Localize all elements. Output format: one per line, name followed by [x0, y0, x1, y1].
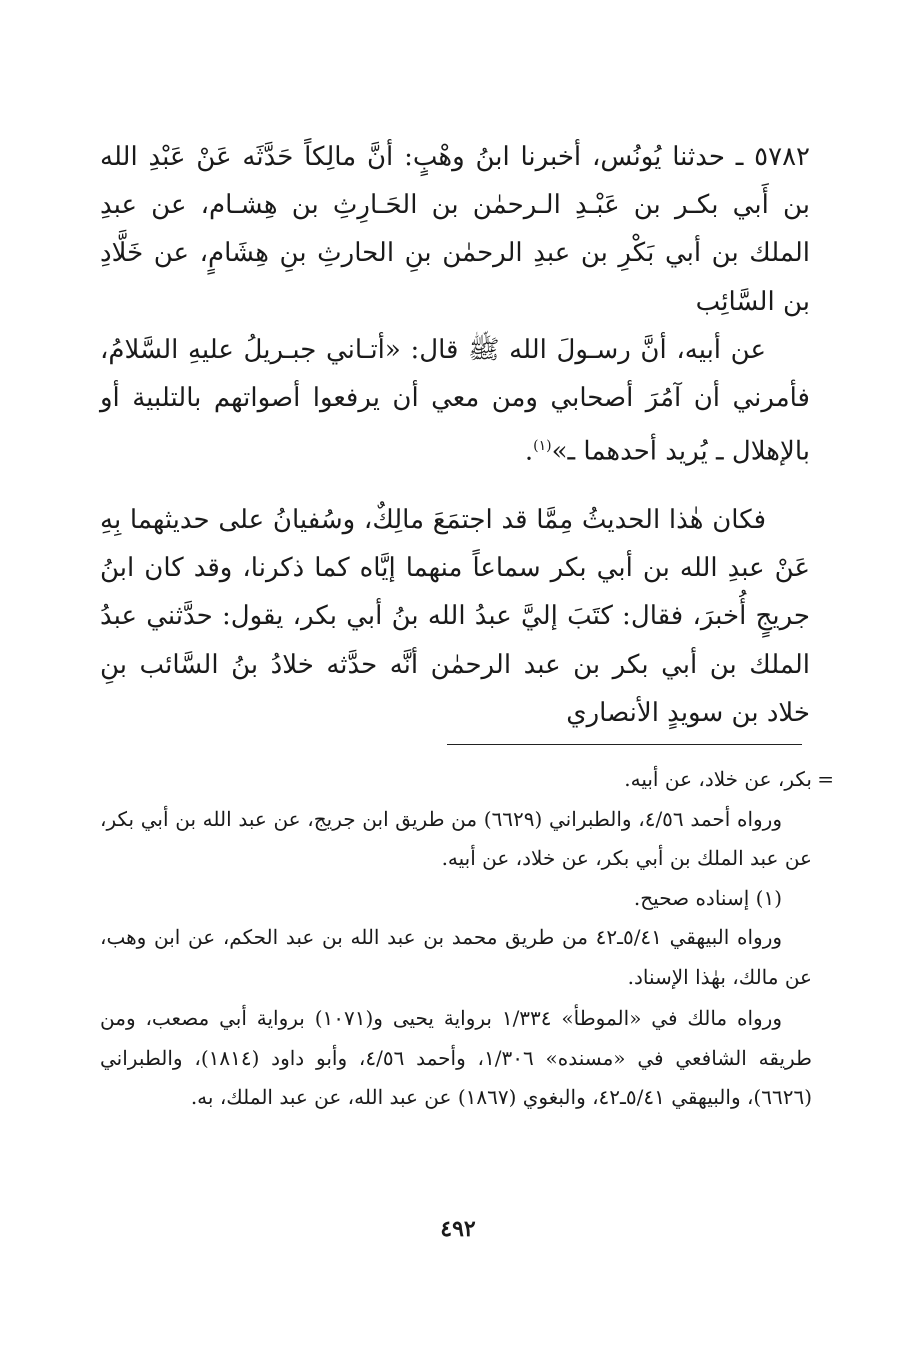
footnote-paragraph — [100, 999, 812, 1118]
footnote-paragraph-text: ورواه البيهقي ٥/٤١ـ٤٢ من طريق محمد بن عبد الله بن عبد الحكم، عن ابن وهب، عن مالك، بهٰذا الإسناد. — [100, 925, 812, 989]
hadith-header-text: ٥٧٨٢ ـ حدثنا يُونُس، أخبرنا ابنُ وهْبٍ: أنَّ مالِكاً حَدَّثَه عَنْ عَبْدِ الله بن أَبي بكـر بن عَبْـدِ الـرحمٰن بن الحَـارِثِ بن هِشـام، عن عبدِ الملك بن أبي بَكْرِ بن عبدِ الرحمٰن بنِ الحارثِ بنِ هِشَامٍ، عن خَلَّادِ بن السَّائِب — [100, 142, 810, 317]
main-text-block — [100, 133, 810, 737]
footnote-note-text: (١) إسناده صحيح. — [633, 885, 782, 910]
continuation-marker: = — [817, 767, 834, 791]
hadith-matn — [100, 326, 810, 476]
footnote-paragraph-text: ورواه مالك في «الموطأ» ١/٣٣٤ برواية يحيى و(١٠٧١) برواية أبي مصعب، ومن طريقه الشافعي في «مسنده» ١/٣٠٦، وأحمد ٤/٥٦، وأبو داود (١٨١٤)، والطبراني (٦٦٢٦)، والبيهقي ٥/٤١ـ٤٢، والبغوي (١٨٦٧) عن عبد الله، عن عبد الملك، به. — [100, 1006, 812, 1109]
footnote-reference[interactable]: (١) — [533, 438, 552, 455]
matn-end-punct: . — [524, 436, 534, 467]
footnote-paragraph — [100, 918, 812, 997]
commentary-paragraph — [100, 496, 810, 737]
footnotes-block — [100, 760, 834, 1118]
footnote-continuation — [100, 760, 834, 800]
commentary-text: فكان هٰذا الحديثُ مِمَّا قد اجتمَعَ مالِكٌ، وسُفيانُ على حديثهما بِهِ عَنْ عبدِ الله بن أبي بكر سماعاً منهما إيَّاه كما ذكرنا، وقد كان ابنُ جريجٍ أُخبرَ، فقال: كتَبَ إليَّ عبدُ الله بنُ أبي بكر، يقول: حدَّثني عبدُ الملك بن أبي بكر بن عبد الرحمٰن أنَّه حدَّثه خلادُ بنُ السَّائب بنِ خلاد بن سويدٍ الأنصاري — [100, 505, 810, 728]
continuation-text: بكر، عن خلاد، عن أبيه. — [624, 767, 812, 791]
matn-text: عن أبيه، أنَّ رسـولَ الله ﷺ قال: «أتـاني جبـريلُ عليهِ السَّلامُ، فأمرني أن آمُرَ أصحابي ومن معي أن يرفعوا أصواتهم بالتلبية أو بالإهلال ـ يُريد أحدهما ـ» — [100, 334, 810, 467]
footnote-paragraph-text: ورواه أحمد ٤/٥٦، والطبراني (٦٦٢٩) من طريق ابن جريج، عن عبد الله بن أبي بكر، عن عبد الملك بن أبي بكر، عن خلاد، عن أبيه. — [100, 806, 812, 870]
footnote-divider — [447, 744, 802, 745]
page-number: ٤٩٢ — [440, 1216, 476, 1242]
footnote-paragraph — [100, 800, 812, 879]
footnote-note-1 — [100, 879, 812, 919]
hadith-isnad — [100, 133, 810, 326]
